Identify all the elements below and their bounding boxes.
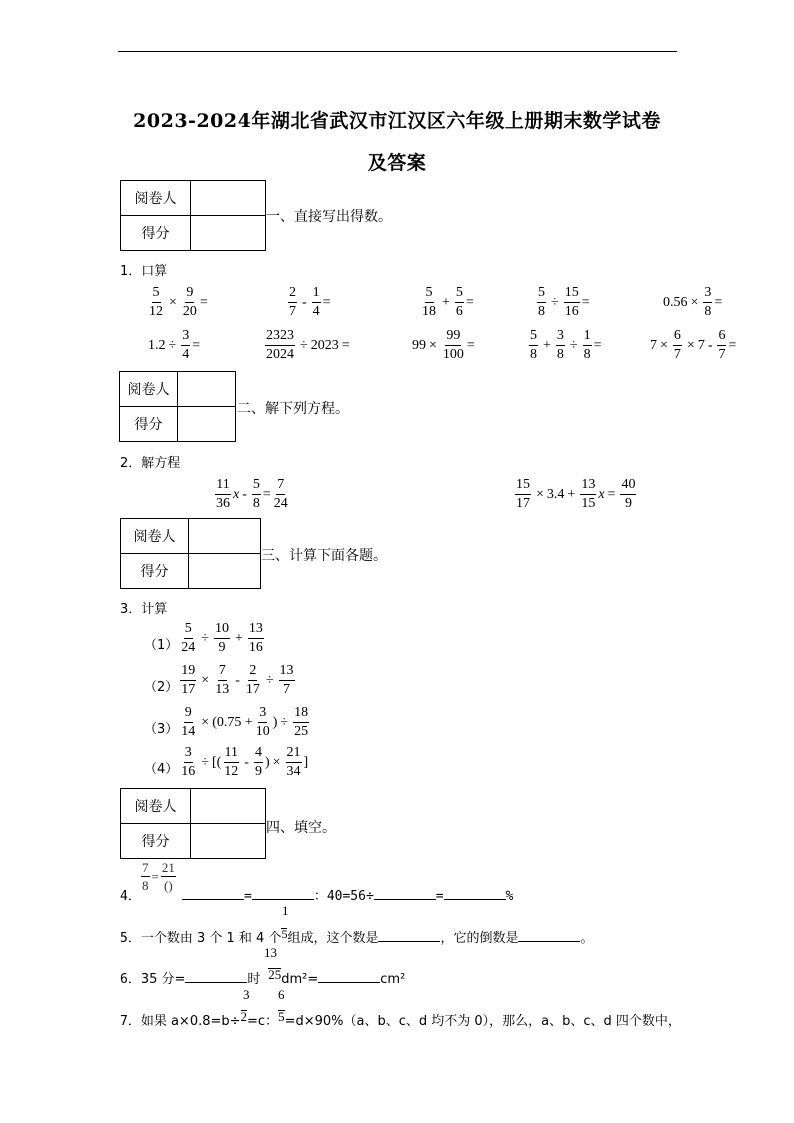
oral-calc-item: $\frac{5}{18}$ + $\frac{5}{6}$ =	[422, 285, 474, 319]
answer-blank[interactable]	[518, 928, 580, 942]
score-table	[119, 371, 236, 442]
reviewer-label: 阅卷人	[121, 519, 189, 554]
document-title: 2023-2024年湖北省武汉市江汉区六年级上册期末数学试卷	[133, 110, 661, 132]
reviewer-label: 阅卷人	[120, 372, 178, 407]
header-rule	[118, 51, 677, 52]
calculation-item: （4） $\frac{3}{16}$ ÷ [( $\frac{11}{12}$ - $\frac{4}{9}$ ) × $\frac{21}{34}$ ]	[144, 745, 309, 779]
question-7-line: 7．如果 a×0.8=b÷2=c：5=d×90%（a、b、c、d 均不为 0），那么，a、b、c、d 四个数中，	[120, 1009, 681, 1029]
answer-blank[interactable]	[318, 969, 380, 983]
question-label: 1．口算	[120, 264, 168, 279]
oral-calc-item: $\frac{2}{7}$ - $\frac{1}{4}$ =	[289, 285, 331, 319]
reviewer-cell[interactable]	[191, 181, 266, 216]
score-table	[120, 788, 266, 859]
reviewer-label: 阅卷人	[121, 181, 191, 216]
score-label: 得分	[121, 554, 189, 589]
question-7-fraction1-numerator: 3	[243, 987, 250, 1002]
question-4-fraction: $\frac{7}{8}$ = $\frac{21}{()}$	[142, 860, 175, 893]
document-title-continued: 及答案	[367, 152, 427, 174]
calculation-item: （1） $\frac{5}{24}$ ÷ $\frac{10}{9}$ + $\frac{13}{16}$	[144, 621, 263, 655]
score-cell[interactable]	[191, 824, 266, 859]
question-7-fraction2-numerator: 6	[278, 987, 285, 1002]
equation-item: $\frac{11}{36}$ x - $\frac{5}{8}$ = $\frac{7}{24}$	[216, 477, 288, 511]
question-label: 2．解方程	[120, 456, 181, 471]
reviewer-cell[interactable]	[189, 519, 261, 554]
score-table	[120, 180, 266, 251]
section-heading: 二、解下列方程。	[237, 401, 349, 417]
answer-blank[interactable]	[378, 928, 440, 942]
question-5-fraction-numerator: 1	[282, 903, 289, 918]
reviewer-cell[interactable]	[191, 789, 266, 824]
oral-calc-item: $\frac{5}{12}$ × $\frac{9}{20}$ =	[149, 285, 208, 319]
reviewer-cell[interactable]	[178, 372, 236, 407]
question-5-line: 5．一个数由 3 个 1 和 4 个5组成，这个数是 ，它的倒数是 。	[120, 927, 594, 946]
question-6-line: 6．35 分= 时 25dm²= cm²	[120, 967, 406, 987]
oral-calc-item: 7 × $\frac{6}{7}$ × 7 - $\frac{6}{7}$ =	[650, 328, 737, 362]
score-cell[interactable]	[191, 216, 266, 251]
oral-calc-item: 0.56 × $\frac{3}{8}$ =	[663, 285, 723, 319]
score-table	[120, 518, 261, 589]
answer-blank[interactable]	[444, 886, 506, 900]
question-label: 3．计算	[120, 602, 168, 617]
section-heading: 一、直接写出得数。	[266, 209, 392, 225]
oral-calc-item: $\frac{5}{8}$ + $\frac{3}{8}$ ÷ $\frac{1}{8}$ =	[530, 328, 602, 362]
equation-item: $\frac{15}{17}$ × 3.4 + $\frac{13}{15}$ x = $\frac{40}{9}$	[516, 477, 636, 511]
question-6-fraction-numerator: 13	[264, 945, 277, 960]
question-4-number: 4．	[120, 889, 141, 904]
calculation-item: （2） $\frac{19}{17}$ × $\frac{7}{13}$ - $\frac{2}{17}$ ÷ $\frac{13}{7}$	[144, 663, 294, 697]
section-heading: 三、计算下面各题。	[261, 548, 387, 564]
score-label: 得分	[121, 216, 191, 251]
answer-blank[interactable]	[182, 886, 244, 900]
section-heading: 四、填空。	[266, 820, 336, 836]
score-label: 得分	[120, 407, 178, 442]
reviewer-label: 阅卷人	[121, 789, 191, 824]
score-cell[interactable]	[178, 407, 236, 442]
answer-blank[interactable]	[252, 886, 314, 900]
score-cell[interactable]	[189, 554, 261, 589]
oral-calc-item: $\frac{5}{8}$ ÷ $\frac{15}{16}$ =	[538, 285, 590, 319]
oral-calc-item: $\frac{2323}{2024}$ ÷ 2023 =	[266, 328, 350, 362]
question-4-line: = ：40=56÷ = %	[182, 885, 513, 904]
oral-calc-item: 99 × $\frac{99}{100}$ =	[412, 328, 475, 362]
calculation-item: （3） $\frac{9}{14}$ × (0.75 + $\frac{3}{10}$ ) ÷ $\frac{18}{25}$	[144, 705, 309, 739]
answer-blank[interactable]	[185, 969, 247, 983]
answer-blank[interactable]	[374, 886, 436, 900]
oral-calc-item: 1.2 ÷ $\frac{3}{4}$ =	[148, 328, 201, 362]
score-label: 得分	[121, 824, 191, 859]
